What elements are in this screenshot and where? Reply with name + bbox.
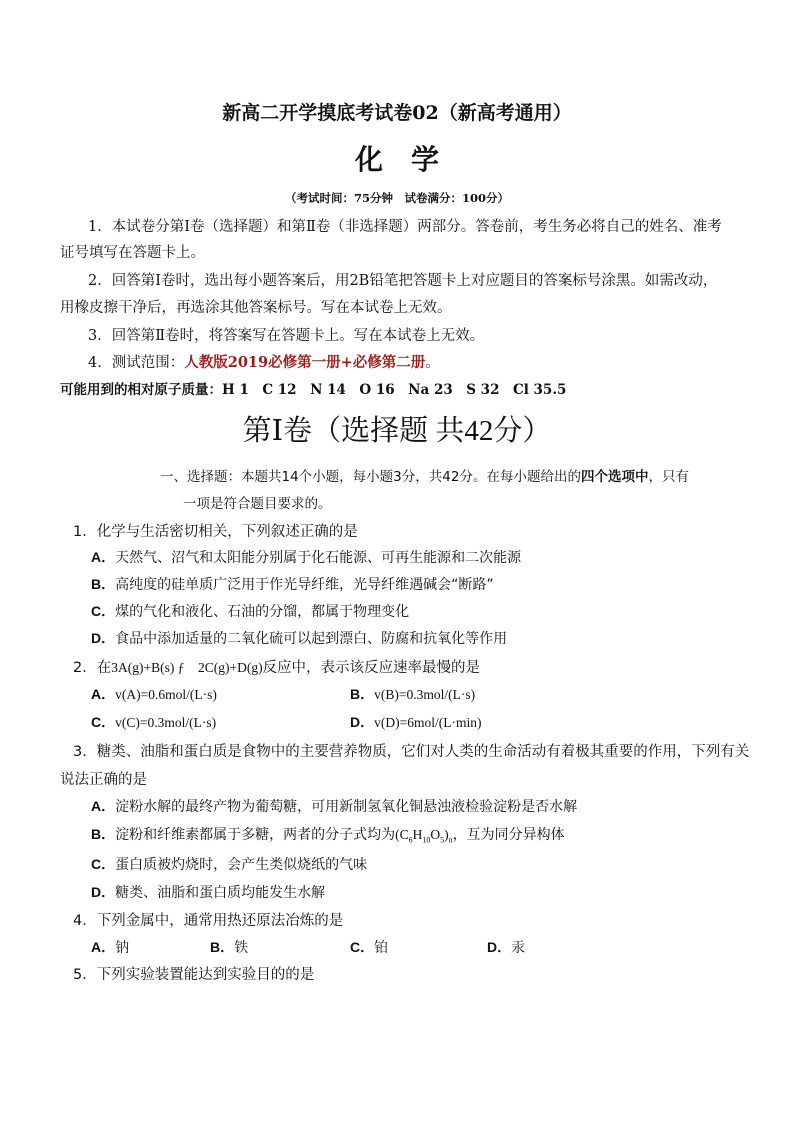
question-2-option-c[interactable]: C．v(C)=0.3mol/(L·s) bbox=[91, 714, 217, 730]
note-2-line-1: 2．回答第Ⅰ卷时，选出每小题答案后，用2B铅笔把答题卡上对应题目的答案标号涂黑。如需改动， bbox=[88, 273, 718, 289]
polysaccharide-formula: $(C_6H_{10}O_5)_n$ bbox=[395, 827, 453, 845]
scope-highlight: 人教版2019必修第一册+必修第二册 bbox=[184, 354, 426, 371]
scope-prefix: 4．测试范围： bbox=[88, 355, 185, 371]
question-1-option-d[interactable]: D．食品中添加适量的二氧化硫可以起到漂白、防腐和抗氧化等作用 bbox=[91, 630, 508, 647]
atomic-masses: 可能用到的相对原子质量：H 1 C 12 N 14 O 16 Na 23 S 32 Cl 35.5 bbox=[60, 382, 567, 398]
exam-title: 新高二开学摸底考试卷02（新高考通用） bbox=[222, 102, 572, 124]
question-2-option-b[interactable]: B．v(B)=0.3mol/(L·s) bbox=[350, 686, 476, 702]
question-4-stem: 4．下列金属中，通常用热还原法冶炼的是 bbox=[73, 913, 344, 929]
scope-suffix: 。 bbox=[425, 355, 440, 371]
question-4-option-d[interactable]: D．汞 bbox=[487, 939, 526, 956]
question-3-option-d[interactable]: D．糖类、油脂和蛋白质均能发生水解 bbox=[91, 884, 326, 901]
question-4-option-b[interactable]: B．铁 bbox=[210, 939, 249, 956]
section-instruction-line-2: 一项是符合题目要求的。 bbox=[183, 496, 332, 512]
exam-info: （考试时间：75分钟 试卷满分：100分） bbox=[284, 191, 509, 205]
question-1-option-b[interactable]: B．高纯度的硅单质广泛用于作光导纤维，光导纤维遇碱会“断路” bbox=[91, 576, 494, 593]
section-instruction-line-1 bbox=[160, 465, 689, 485]
part-title: 第Ⅰ卷（选择题 共42分） bbox=[242, 415, 552, 447]
question-1-option-c[interactable]: C．煤的气化和液化、石油的分馏，都属于物理变化 bbox=[91, 603, 410, 620]
subject-title: 化学 bbox=[354, 143, 467, 176]
question-4-option-a[interactable]: A．钠 bbox=[91, 939, 130, 956]
section-bold: 四个选项中 bbox=[580, 469, 649, 485]
section-suffix: ，只有 bbox=[648, 469, 689, 485]
note-1-line-2: 证号填写在答题卡上。 bbox=[60, 245, 205, 261]
question-4-option-c[interactable]: C．铂 bbox=[350, 939, 389, 956]
note-4-scope bbox=[88, 350, 440, 376]
question-1-option-a[interactable]: A．天然气、沼气和太阳能分别属于化石能源、可再生能源和二次能源 bbox=[91, 549, 522, 566]
reaction-equation: 3A(g)+B(s) ƒ 2C(g)+D(g) bbox=[111, 660, 263, 675]
question-3-option-c[interactable]: C．蛋白质被灼烧时，会产生类似烧纸的气味 bbox=[91, 856, 368, 873]
section-prefix: 一、选择题：本题共14个小题，每小题3分，共42分。在每小题给出的 bbox=[160, 469, 581, 485]
question-1-stem: 1．化学与生活密切相关，下列叙述正确的是 bbox=[73, 524, 358, 540]
note-3: 3．回答第Ⅱ卷时，将答案写在答题卡上。写在本试卷上无效。 bbox=[88, 328, 485, 344]
note-2-line-2: 用橡皮擦干净后，再选涂其他答案标号。写在本试卷上无效。 bbox=[60, 300, 452, 316]
question-3-option-b[interactable]: B．淀粉和纤维素都属于多糖，两者的分子式均为$(C_6H_{10}O_5)_n$，互为同分异构体 bbox=[91, 826, 565, 845]
question-5-stem: 5．下列实验装置能达到实验目的的是 bbox=[73, 967, 315, 983]
question-3-stem-line-1: 3．糖类、油脂和蛋白质是食物中的主要营养物质，它们对人类的生命活动有着极其重要的作用，下列有关 bbox=[73, 744, 750, 760]
question-2-option-a[interactable]: A．v(A)=0.6mol/(L·s) bbox=[91, 686, 217, 702]
question-3-option-a[interactable]: A．淀粉水解的最终产物为葡萄糖，可用新制氢氧化铜悬浊液检验淀粉是否水解 bbox=[91, 798, 578, 815]
question-2-stem: 2．在3A(g)+B(s) ƒ 2C(g)+D(g)反应中，表示该反应速率最慢的是 bbox=[73, 660, 481, 676]
question-3-stem-line-2: 说法正确的是 bbox=[60, 772, 147, 788]
question-2-option-d[interactable]: D．v(D)=6mol/(L·min) bbox=[350, 714, 482, 730]
note-1-line-1: 1．本试卷分第Ⅰ卷（选择题）和第Ⅱ卷（非选择题）两部分。答卷前，考生务必将自己的姓名、准考 bbox=[88, 219, 722, 235]
